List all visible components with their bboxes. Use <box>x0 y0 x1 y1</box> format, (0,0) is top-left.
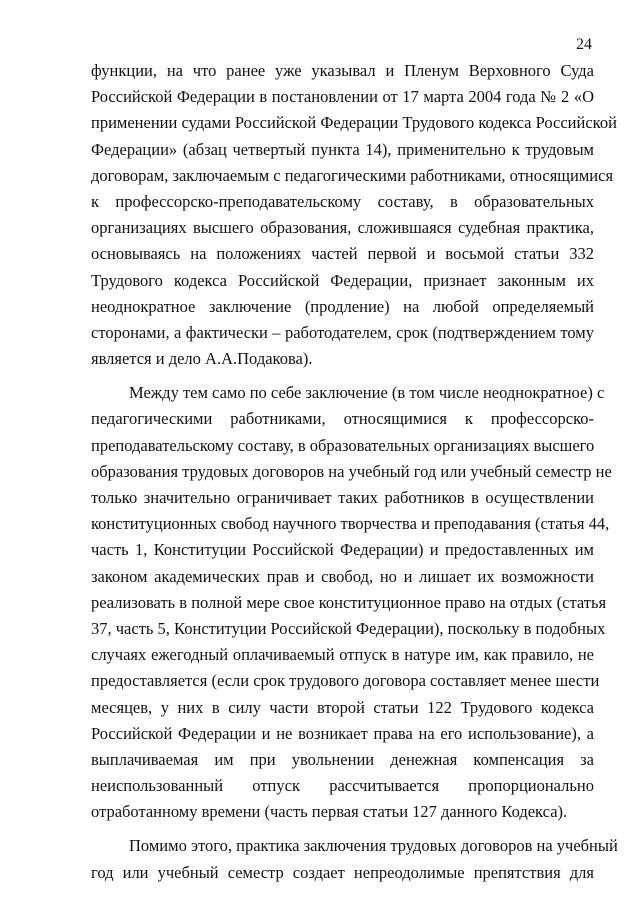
text-line: только значительно ограничивает таких работников в осуществлении <box>91 488 594 507</box>
text-line: год или учебный семестр создает непреодолимые препятствия для <box>91 862 594 882</box>
text-line: организациях высшего образования, сложившаяся судебная практика, <box>91 218 594 238</box>
text-line: договорам, заключаемым с педагогическими работниками, относящимися <box>91 165 614 185</box>
text-line: педагогическими работниками, относящимися к профессорско- <box>91 409 594 429</box>
text-line: является и дело А.А.Подакова). <box>91 349 313 369</box>
paragraph <box>91 380 612 825</box>
text-line: 37, часть 5, Конституции Российской Федерации), поскольку в подобных <box>91 618 606 638</box>
text-line: законом академических прав и свобод, но и лишает их возможности <box>91 566 594 586</box>
text-line: Российской Федерации в постановлении от 17 марта 2004 года № 2 «О <box>91 87 594 107</box>
text-line: неоднократное заключение (продление) на любой определяемый <box>91 296 594 316</box>
text-line: отработанному времени (часть первая статьи 127 данного Кодекса). <box>91 802 568 822</box>
paragraph <box>91 833 618 885</box>
text-line: месяцев, у них в силу части второй статьи 122 Трудового кодекса <box>91 697 594 717</box>
text-line: Федерации» (абзац четвертый пункта 14), применительно к трудовым <box>91 139 594 159</box>
paragraph <box>91 58 617 372</box>
text-line: образования трудовых договоров на учебный год или учебный семестр не <box>91 461 612 481</box>
text-line: применении судами Российской Федерации Трудового кодекса Российской <box>91 113 617 133</box>
text-line: выплачиваемая им при увольнении денежная компенсация за <box>91 749 594 769</box>
text-line: Трудового кодекса Российской Федерации, признает законным их <box>91 270 594 290</box>
text-line: преподавательскому составу, в образовательных организациях высшего <box>91 435 595 455</box>
document-body <box>91 58 618 886</box>
text-line: к профессорско-преподавательскому составу, в образовательных <box>91 191 594 211</box>
text-line: часть 1, Конституции Российской Федерации) и предоставленных им <box>91 540 594 560</box>
text-line: предоставляется (если срок трудового договора составляет менее шести <box>91 671 600 691</box>
text-line: основываясь на положениях частей первой и восьмой статьи 332 <box>91 244 594 264</box>
text-line: конституционных свобод научного творчества и преподавания (статья 44, <box>91 514 610 534</box>
page-number: 24 <box>576 36 592 53</box>
text-line: Помимо этого, практика заключения трудовых договоров на учебный <box>129 836 618 856</box>
text-line: функции, на что ранее уже указывал и Пленум Верховного Суда <box>91 61 594 80</box>
text-line: сторонами, а фактически – работодателем, срок (подтверждением тому <box>91 322 594 342</box>
text-line: реализовать в полной мере свое конституционное право на отдых (статья <box>91 592 607 612</box>
text-line: Российской Федерации и не возникает права на его использование), а <box>91 723 594 743</box>
text-line: неиспользованный отпуск рассчитывается пропорционально <box>91 776 594 796</box>
text-line: Между тем само по себе заключение (в том числе неоднократное) с <box>129 383 605 403</box>
text-line: случаях ежегодный оплачиваемый отпуск в натуре им, как правило, не <box>91 645 594 665</box>
